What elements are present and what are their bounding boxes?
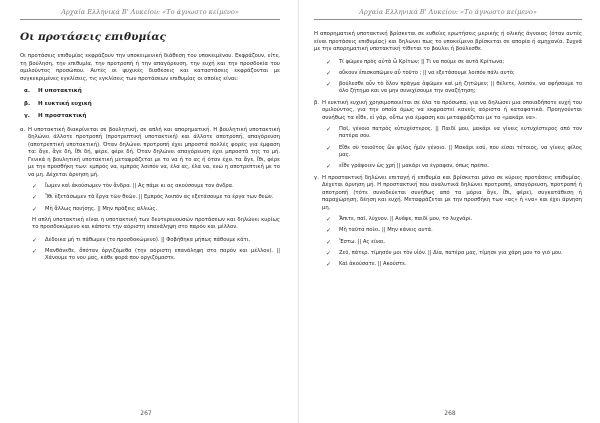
page-number-left: 267 bbox=[140, 410, 152, 417]
checkmark-icon: ✓ bbox=[326, 163, 332, 171]
optative-section: β. Η ευκτική ευχική χρησιμοποιείται σε όλα τα πρόσωπα, για να δηλώσει μια οποιαδήποτε ευχή του ομιλούντος, για την οποία όμως να εκφραστεί κανείς αόριστα ή καταφατικά. Προηγούνται συνήθως τα εἴθε, εἰ γάρ, οὕτω για έμφαση και μεταφράζεται με το «μακάρι να». bbox=[314, 99, 582, 121]
checkmark-icon: ✓ bbox=[32, 194, 38, 202]
imperative-section: γ. Η προστακτική δηλώνει επιταγή ή επιθυμία και βρίσκεται μόνο σε κύριες προτάσεις επιθυμίας. Δέχεται άρνηση μή. Η προστακτική που αναλυτικά δηλώνει προτροπή, απαγόρευση, προτροπή ή αποτροπή (τότε συνοδεύεται συνήθως από τα μόρια ἄγε, ἴθι, φέρε), συγκατάθεση ή παραχώρηση, δέηση και ευχή. Μεταφράζεται με την προσθήκη των «ας» ή «να» και έχει άρνηση μη. bbox=[314, 174, 582, 211]
mood-types-list bbox=[20, 88, 280, 121]
running-head-left: Αρχαία Ελληνικά Β' Λυκείου: «Το άγνωστο κείμενο» bbox=[20, 8, 280, 20]
example-item: ✓ εἴθε γράφοιεν ὡς χρή || μακάρι να έγραφαν, όπως πρέπει. bbox=[326, 163, 490, 171]
checkmark-icon: ✓ bbox=[32, 205, 38, 213]
checkmark-icon: ✓ bbox=[32, 236, 38, 244]
checkmark-icon: ✓ bbox=[326, 250, 332, 258]
example-item: ✓ βούλεσθε οὖν τὸ ὅλον πρᾶγμα ἀφῶμεν καὶ μὴ ζητῶμεν; || θέλετε, λοιπόν, να αφήσουμε το όλο ζήτημα και να μην συνεχίσουμε την αναζήτηση; bbox=[326, 81, 582, 95]
simple-subjunctive-examples bbox=[20, 237, 280, 263]
example-item: ✓ Ἄπιτε, παῖ, λύχνον. || Ανάψε, παιδί μου, το λυχνάρι. bbox=[326, 216, 473, 224]
gutter-divider bbox=[298, 0, 299, 423]
checkmark-icon: ✓ bbox=[32, 248, 38, 256]
checkmark-icon: ✓ bbox=[326, 58, 332, 66]
example-item: ✓ Παῖ, γένοιο πατρὸς εὐτυχέστερος. || Παιδί μου, μακάρι να γίνεις ευτυχέστερος από τον πατέρα σου. bbox=[326, 126, 582, 140]
checkmark-icon: ✓ bbox=[326, 69, 332, 77]
example-item: ✓ Ζεῦ, πάτερ, τίμησόν μοι τὸν υἱόν. || Δία, πατέρα μας, τίμησε για χάρη μου το γιό μου. bbox=[326, 250, 563, 258]
subjunctive-section: α. Η υποτακτική διακρίνεται σε βουλητική, σε απλή και απορηματική. Η βουλητική υποτακτική δηλώνει άλλοτε προτροπή (προτρεπτική υποτακτική) και άλλοτε αποτροπή, απαγόρευση (αποτρεπτική υποτακτική). Όταν δηλώνει προτροπή έχει μπροστά πολλές φορές για έμφαση τα: ἄγε, ἄγε δή, ἴθι δή, φέρε, φέρε δή. Όταν δηλώνει απαγόρευση έχει μπροστά της το μή. Γενικά η βουλητική υποτακτική μεταφράζεται με το να ή το ας ή όταν έχει τα ἄγε, ἴθι, φέρε με την προσθήκη των: εμπρός να, εμπρός λοιπόν να, έλα ας, έλα να, ενώ η αποτρεπτική με το να μη. Δέχεται άρνηση μή. bbox=[20, 126, 280, 178]
running-head-right: Αρχαία Ελληνικά Β' Λυκείου: «Το άγνωστο κείμενο» bbox=[314, 8, 582, 20]
checkmark-icon: ✓ bbox=[326, 227, 332, 235]
intro-paragraph: Οι προτάσεις επιθυμίας εκφράζουν την υποκειμενική διάθεση του υποκειμένου. Εκφράζουν, είτε, τη βούληση, την επιθυμία, την προτροπή ή την απαγόρευση, την ευχή και την προσδοκία του ομιλούντος προσώπου. Αυτές οι ψυχικές διαθέσεις και καταστάσεις εκφράζονται με συγκεκριμένες εγκλίσεις, τις εγκλίσεις των προτάσεων επιθυμίας οι οποίες είναι: bbox=[20, 53, 280, 82]
example-item: ✓ Καὶ ἀκούσατε. || Ακούστε. bbox=[326, 261, 407, 269]
mood-type-item: α. Η υποτακτική bbox=[24, 88, 82, 94]
checkmark-icon: ✓ bbox=[326, 238, 332, 246]
optative-examples bbox=[314, 126, 582, 170]
example-item: ✓ οὔκουν ἐπισκοπῶμεν αὖ τοῦτο ; || να εξετάσουμε λοιπόν πάλι αυτό; bbox=[326, 69, 515, 77]
example-item: ✓ Ἴθι ἐξετάσωμεν τὰ ἔργα τῶν θεῶν. || Εμπρός λοιπόν ας εξετάσουμε τα έργα των θεών. bbox=[32, 194, 274, 202]
checkmark-icon: ✓ bbox=[32, 183, 38, 190]
simple-subjunctive-paragraph: Η απλή υποτακτική είναι η υποτακτική των δευτερευουσών προτάσεων και δηλώνει κυρίως το προσδοκώμενο και κάποτε την αόριστη επανάληψη στο παρόν και μέλλον. bbox=[32, 216, 280, 231]
imperative-examples bbox=[314, 216, 582, 268]
example-item: ✓ Μὴ ἄλλως ποιήσῃς. || Μην πράξεις αλλιώς. bbox=[32, 205, 158, 213]
checkmark-icon: ✓ bbox=[326, 261, 332, 269]
example-item: ✓ Μὴ ταῦτα ποίει. || Μην κάνεις αυτά. bbox=[326, 227, 433, 235]
example-item: ✓ Μανθάνεθε, ὅπόταν ὀργιζόμεθα (την αόριστη επανάληψη στο παρόν και μέλλον). || Χάνουμε το νου μας, κάθε φορά που οργιζόμαστε. bbox=[32, 248, 280, 262]
checkmark-icon: ✓ bbox=[326, 216, 332, 224]
example-item: ✓ Δέδοικα μή τι πάθωμεν (το προσδοκώμενο). || Φοβήθηκα μήπως πάθουμε κάτι. bbox=[32, 236, 251, 244]
mood-type-item: γ. Η προστακτική bbox=[24, 113, 87, 119]
checkmark-icon: ✓ bbox=[326, 81, 332, 89]
aporetic-paragraph: Η απορηματική υποτακτική βρίσκεται σε ευθείες ερωτήσεις μερικής ή ολικής άγνοιας (όταν αυτές είναι προτάσεις επιθυμίας) και δηλώνει πως το υποκείμενο βρίσκεται σε απορία ή αμηχανία. Συχνά με την απορηματική υποτακτική τίθεται το βούλει ή βούλεσθε. bbox=[314, 31, 582, 52]
mood-type-item: β. Η ευκτική ευχική bbox=[24, 100, 92, 107]
left-page bbox=[0, 0, 292, 423]
subjunctive-examples bbox=[20, 183, 280, 213]
example-item: ✓ Εἴθε σὺ τοιοῦτος ὢν φίλος ἡμῖν γένοιο. || Μακάρι εσύ, που είσαι τέτοιος, να γίνεις φίλος μας. bbox=[326, 144, 582, 159]
section-title: Οι προτάσεις επιθυμίας bbox=[20, 31, 166, 43]
checkmark-icon: ✓ bbox=[326, 144, 332, 152]
page-number-right: 268 bbox=[444, 410, 456, 417]
checkmark-icon: ✓ bbox=[326, 126, 332, 134]
example-item: ✓ Τί φῶμεν πρὸς αὐτὰ ὦ Κρίτων; || Τι να πούμε σε αυτά Κρίτωνα; bbox=[326, 58, 505, 66]
aporetic-examples bbox=[314, 59, 582, 96]
right-page bbox=[304, 0, 596, 423]
example-item: ✓ Ἔστω. || Ας είναι. bbox=[326, 238, 386, 246]
example-item: ✓ ἴωμεν καὶ ἀκούσωμεν τὸν ἄνδρα. || Ας πάμε κι ας ακούσουμε τον άνδρα. bbox=[32, 183, 234, 190]
